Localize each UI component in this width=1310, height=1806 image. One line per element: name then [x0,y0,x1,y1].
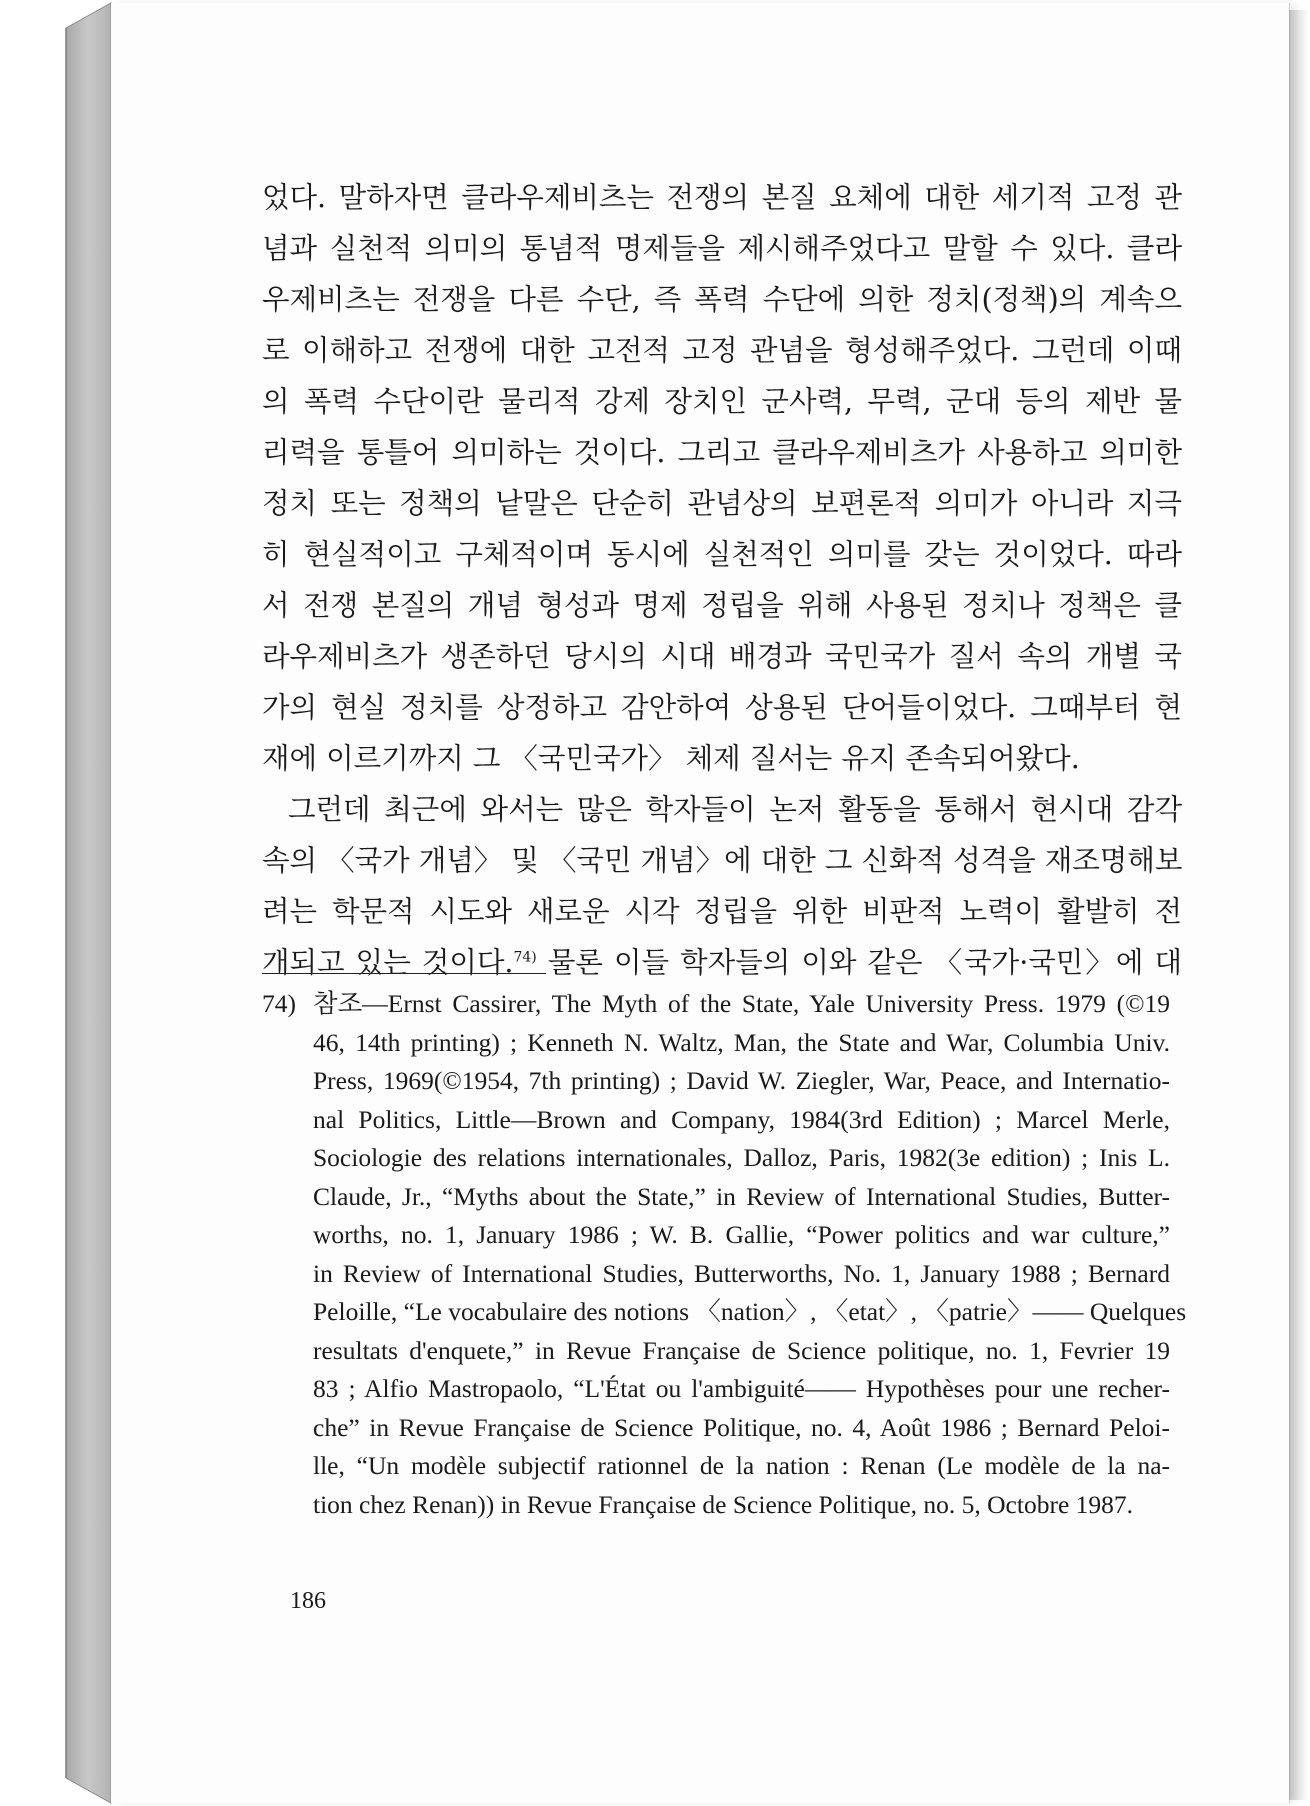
book-spine-side [66,3,111,1803]
footnote-line: Claude, Jr., “Myths about the State,” in Review of International Studies, Butter- [313,1181,1170,1211]
footnote-line [262,985,1170,1024]
footnote-line-text: 참조—Ernst Cassirer, The Myth of the State, Yale University Press. 1979 (©19 [313,989,1170,1018]
body-line: 었다. 말하자면 클라우제비츠는 전쟁의 본질 요체에 대한 세기적 고정 관 [262,181,1182,214]
body-line: 재에 이르기까지 그 〈국민국가〉 체제 질서는 유지 존속되어왔다. [262,742,1080,775]
footnote-line: resultats d'enquete,” in Revue Française de Science politique, no. 1, Fevrier 19 [313,1335,1170,1365]
footnote-line: in Review of International Studies, Butterworths, No. 1, January 1988 ; Bernard [313,1258,1170,1288]
body-line: 그런데 최근에 와서는 많은 학자들이 논저 활동을 통해서 현시대 감각 [288,793,1182,826]
footnote-reference: 74) [513,949,537,966]
body-line: 서 전쟁 본질의 개념 형성과 명제 정립을 위해 사용된 정치나 정책은 클 [262,589,1182,622]
page-shadow [1289,10,1309,1800]
body-line-with-footnote-ref [262,937,1182,988]
body-line: 로 이해하고 전쟁에 대한 고전적 고정 관념을 형성해주었다. 그런데 이때 [262,334,1182,367]
body-line: 리력을 통틀어 의미하는 것이다. 그리고 클라우제비츠가 사용하고 의미한 [262,436,1182,469]
footnote-line: 46, 14th printing) ; Kenneth N. Waltz, Man, the State and War, Columbia Univ. [313,1027,1170,1057]
body-line: 속의 〈국가 개념〉 및 〈국민 개념〉에 대한 그 신화적 성격을 재조명해보 [262,844,1183,877]
body-line: 라우제비츠가 생존하던 당시의 시대 배경과 국민국가 질서 속의 개별 국 [262,640,1182,673]
footnote [262,985,1187,1524]
body-line: 념과 실천적 의미의 통념적 명제들을 제시해주었다고 말할 수 있다. 클라 [262,232,1182,265]
body-text [262,172,1182,988]
body-line-tail: 물론 이들 학자들의 이와 같은 〈국가·국민〉에 대 [547,946,1182,979]
footnote-line: Peloille, “Le vocabulaire des notions 〈nation〉, 〈etat〉, 〈patrie〉—— Quelques [313,1297,1187,1326]
body-line: 의 폭력 수단이란 물리적 강제 장치인 군사력, 무력, 군대 등의 제반 물 [262,385,1182,418]
footnote-line: nal Politics, Little—Brown and Company, 1984(3rd Edition) ; Marcel Merle, [313,1104,1170,1134]
footnote-line: lle, “Un modèle subjectif rationnel de la nation : Renan (Le modèle de la na- [313,1451,1170,1480]
body-line: 우제비츠는 전쟁을 다른 수단, 즉 폭력 수단에 의한 정치(정책)의 계속으 [262,283,1182,316]
footnote-line: 83 ; Alfio Mastropaolo, “L'État ou l'ambiguité—— Hypothèses pour une recher- [313,1374,1170,1403]
footnote-line: tion chez Renan)) in Revue Française de Science Politique, no. 5, Octobre 1987. [313,1489,1134,1519]
page-number: 186 [290,1588,326,1614]
footnote-line: Press, 1969(©1954, 7th printing) ; David W. Ziegler, War, Peace, and Internatio- [313,1066,1170,1095]
body-line: 정치 또는 정책의 낱말은 단순히 관념상의 보편론적 의미가 아니라 지극 [262,487,1182,520]
footnote-line: worths, no. 1, January 1986 ; W. B. Gallie, “Power politics and war culture,” [313,1220,1170,1249]
body-line-head: 개되고 있는 것이다. [262,946,514,979]
footnote-number: 74) [262,989,296,1018]
footnote-divider [262,973,546,974]
body-line: 려는 학문적 시도와 새로운 시각 정립을 위한 비판적 노력이 활발히 전 [262,895,1182,928]
footnote-line: Sociologie des relations internationales, Dalloz, Paris, 1982(3e edition) ; Inis L. [313,1143,1170,1172]
body-line: 히 현실적이고 구체적이며 동시에 실천적인 의미를 갖는 것이었다. 따라 [262,538,1182,571]
body-line: 가의 현실 정치를 상정하고 감안하여 상용된 단어들이었다. 그때부터 현 [262,691,1182,724]
footnote-line: che” in Revue Française de Science Politique, no. 4, Août 1986 ; Bernard Peloi- [313,1412,1170,1442]
